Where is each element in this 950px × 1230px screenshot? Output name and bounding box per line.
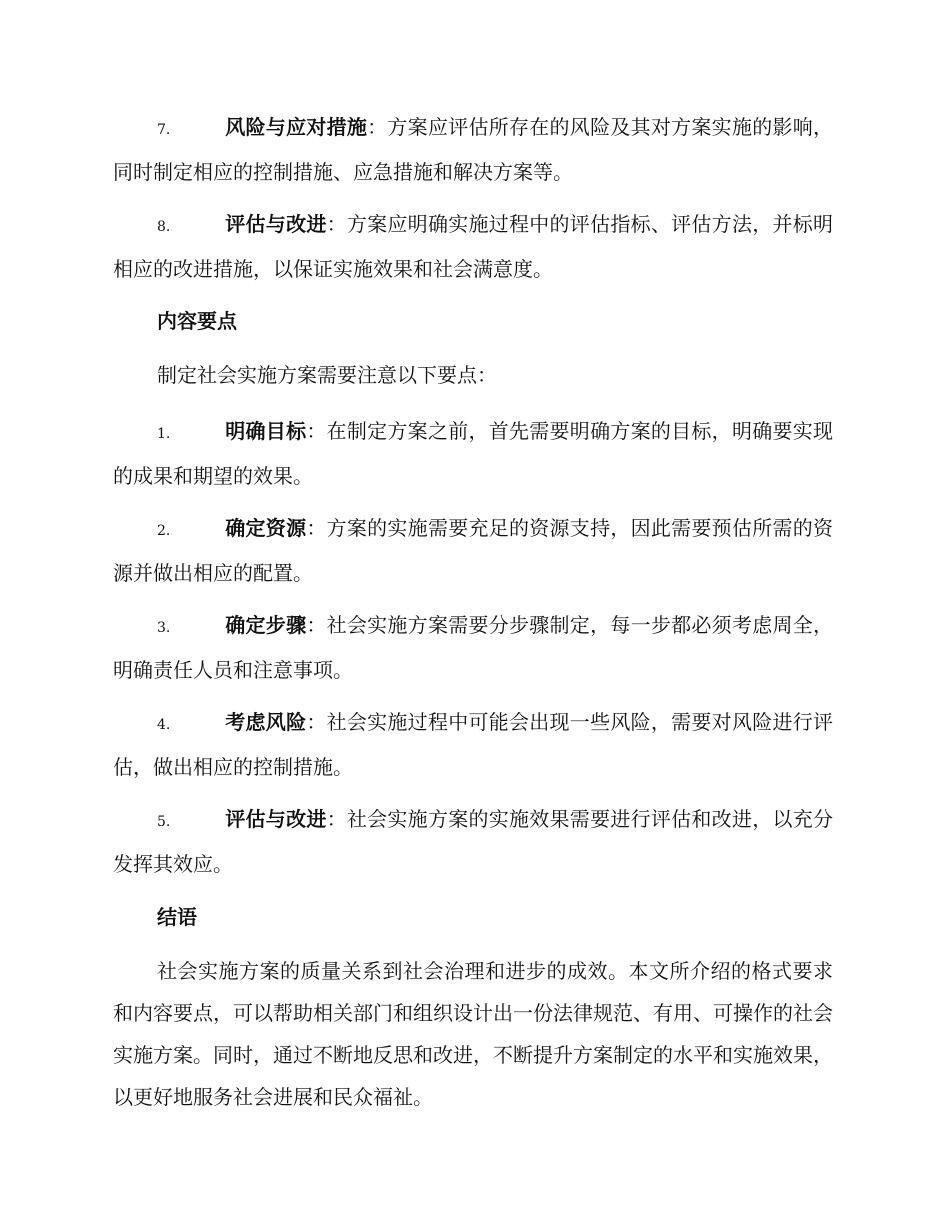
- list-number: 7.: [157, 122, 171, 138]
- list-term: 评估与改进: [225, 212, 327, 236]
- list-number: 1.: [157, 426, 171, 442]
- list-term: 确定步骤: [225, 613, 307, 637]
- list-item-improve: [113, 798, 833, 885]
- section-intro: 制定社会实施方案需要注意以下要点：: [157, 363, 497, 387]
- list-item-steps: [113, 604, 833, 691]
- list-term: 评估与改进: [225, 807, 327, 831]
- list-term: 风险与应对措施: [225, 115, 368, 139]
- list-text: ：社会实施过程中可能会出现一些风险，需要对风险进行评估，做出相应的控制措施。: [113, 710, 834, 779]
- section-heading-points: 内容要点: [157, 309, 237, 333]
- list-number: 4.: [157, 717, 171, 733]
- list-text: ：在制定方案之前，首先需要明确方案的目标，明确要实现的成果和期望的效果。: [113, 419, 834, 488]
- list-text: ：社会实施方案需要分步骤制定，每一步都必须考虑周全，明确责任人员和注意事项。: [113, 613, 834, 682]
- list-item-resources: [113, 507, 833, 594]
- list-text: ：方案应评估所存在的风险及其对方案实施的影响，同时制定相应的控制措施、应急措施和解决方案等。: [113, 115, 834, 184]
- list-text: ：方案的实施需要充足的资源支持，因此需要预估所需的资源并做出相应的配置。: [113, 516, 834, 585]
- list-item-risk: [113, 106, 833, 193]
- list-item-evaluation: [113, 203, 833, 290]
- conclusion-paragraph: 社会实施方案的质量关系到社会治理和进步的成效。本文所介绍的格式要求和内容要点，可以帮助相关部门和组织设计出一份法律规范、有用、可操作的社会实施方案。同时，通过不断地反思和改进，不断提升方案制定的水平和实施效果，以更好地服务社会进展和民众福祉。: [113, 959, 833, 1109]
- list-term: 确定资源: [225, 516, 307, 540]
- list-text: ：社会实施方案的实施效果需要进行评估和改进，以充分发挥其效应。: [113, 807, 834, 876]
- list-number: 8.: [157, 219, 171, 235]
- list-text: ：方案应明确实施过程中的评估指标、评估方法，并标明相应的改进措施，以保证实施效果和社会满意度。: [113, 212, 834, 281]
- list-number: 3.: [157, 620, 171, 636]
- list-item-risk-consider: [113, 701, 833, 788]
- list-term: 考虑风险: [225, 710, 307, 734]
- section-heading-conclusion: 结语: [157, 905, 197, 929]
- list-term: 明确目标: [225, 419, 307, 443]
- list-number: 5.: [157, 814, 171, 830]
- list-number: 2.: [157, 523, 171, 539]
- list-item-goal: [113, 410, 833, 497]
